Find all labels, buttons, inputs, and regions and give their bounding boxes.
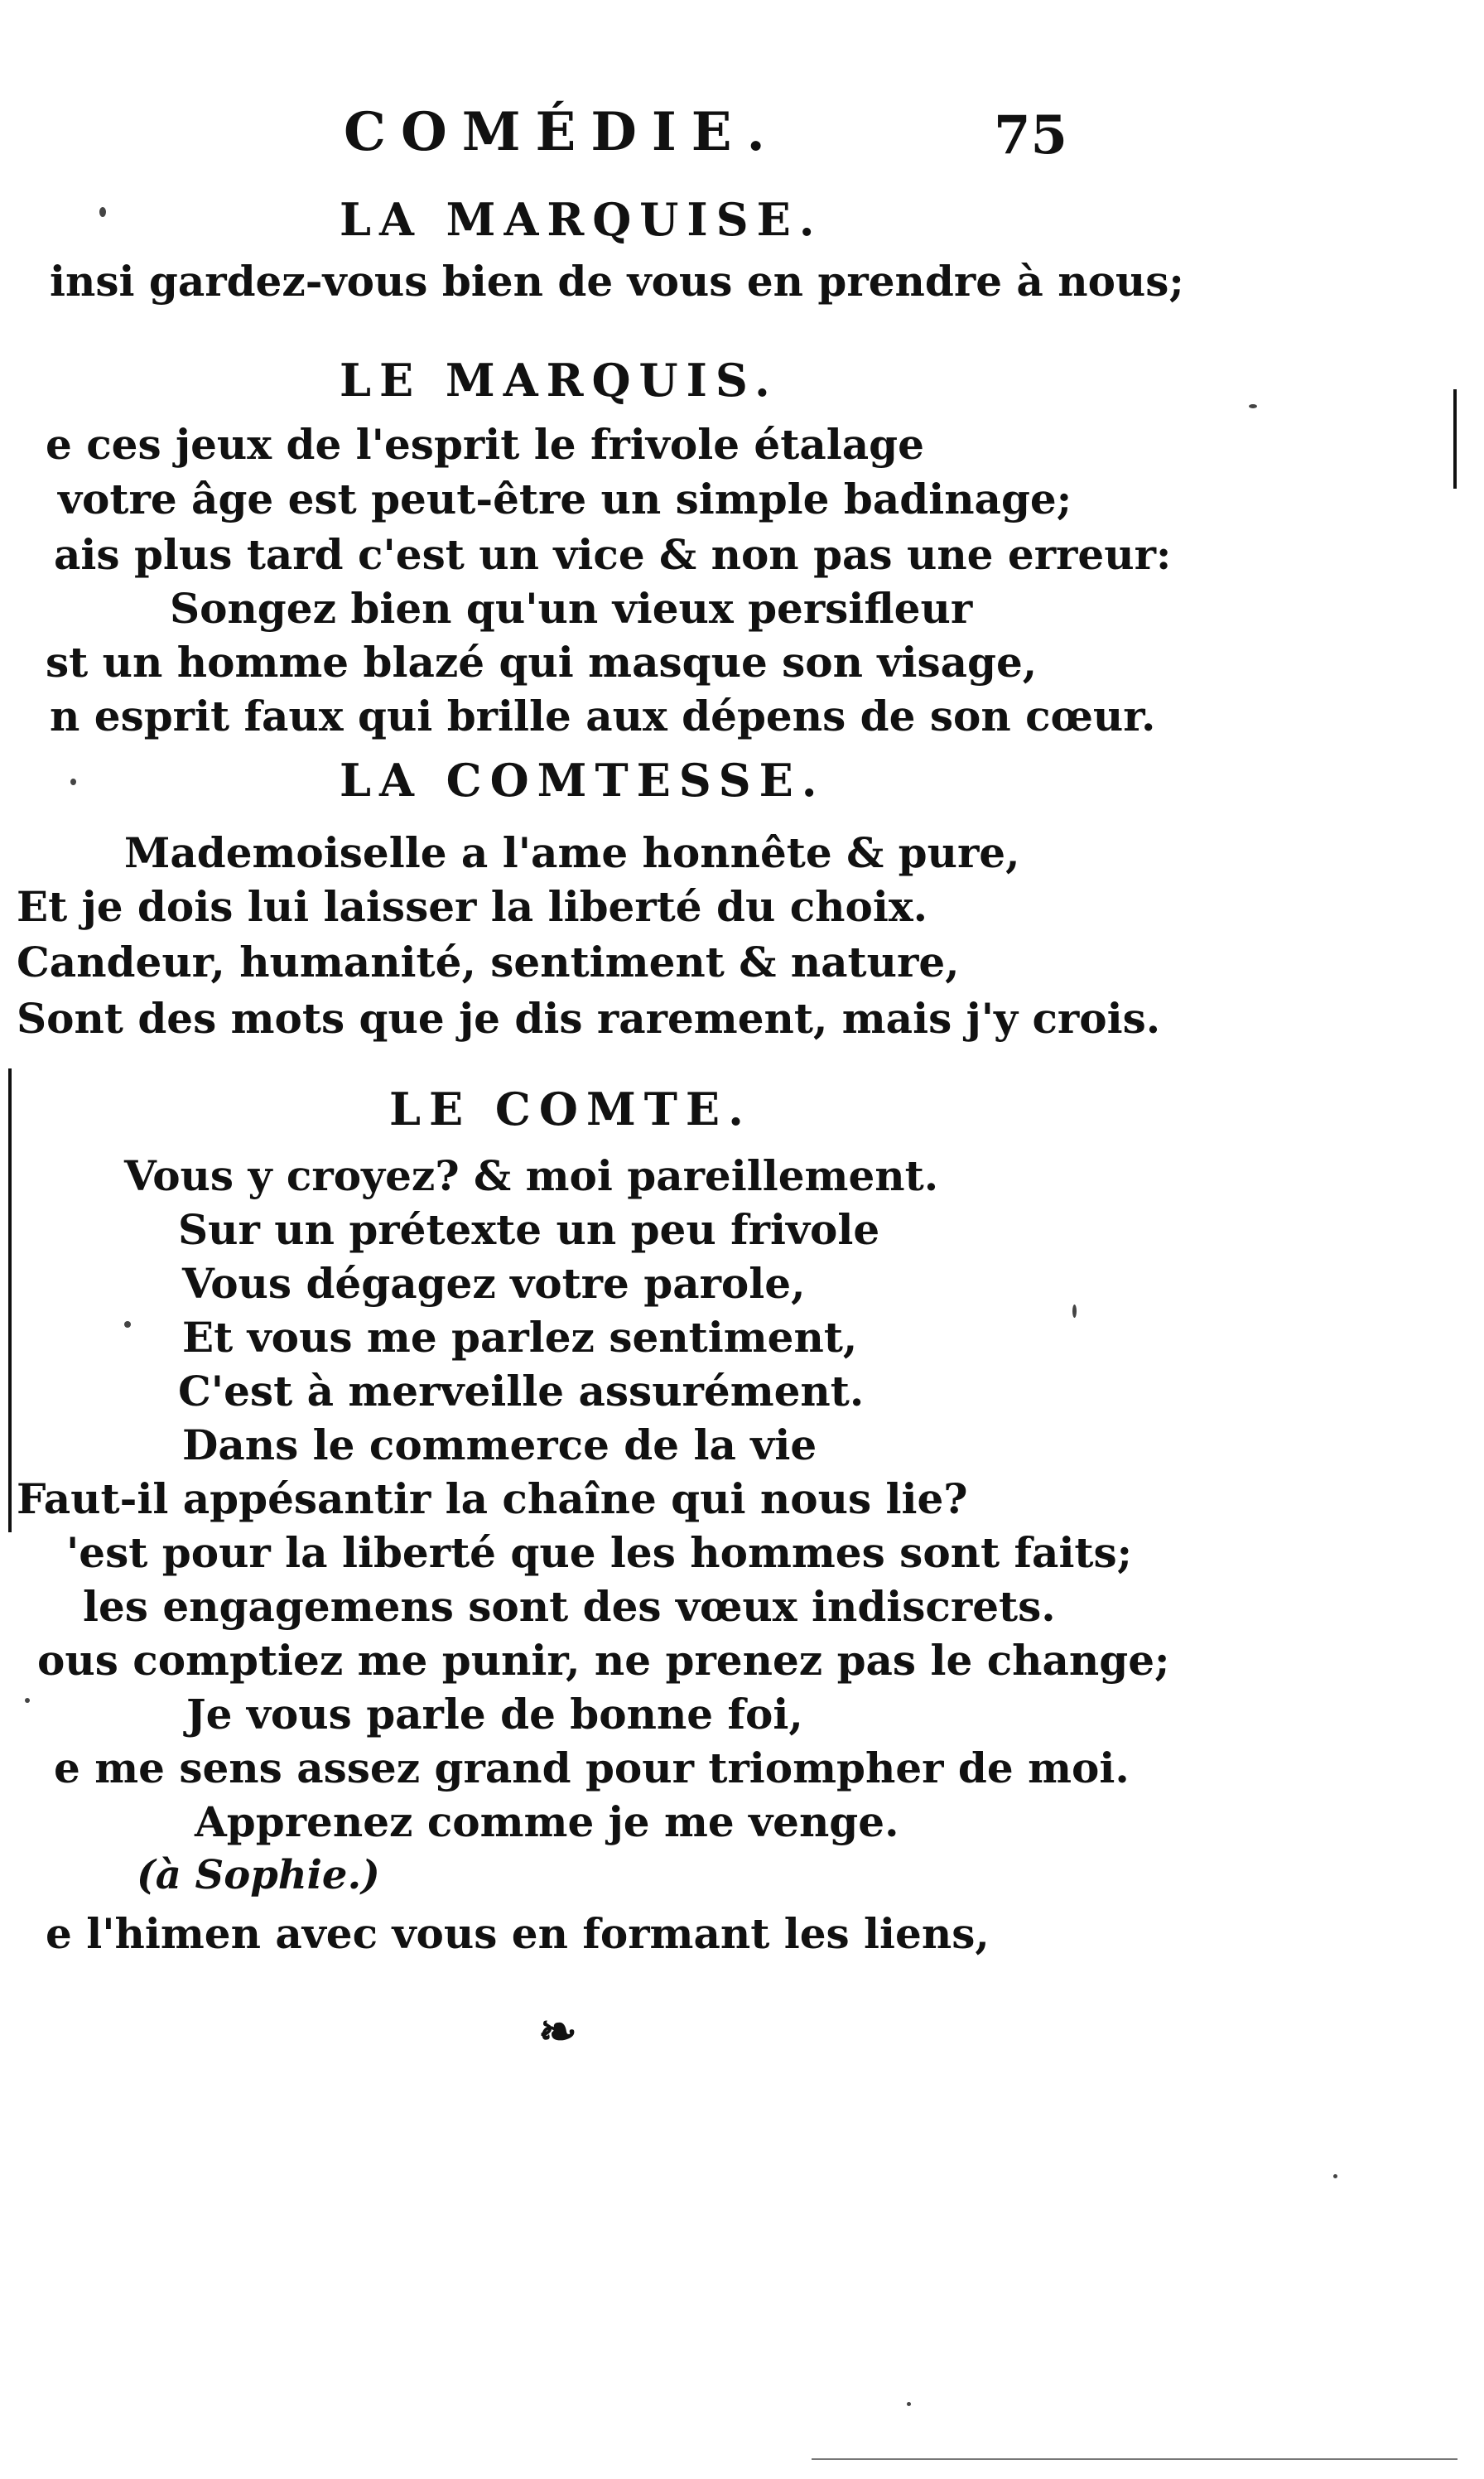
verse-line: e ces jeux de l'esprit le frivole étalage: [46, 420, 924, 469]
ink-speck: [1249, 404, 1257, 408]
verse-line: ais plus tard c'est un vice & non pas une erreur:: [54, 530, 1172, 579]
margin-rule: [8, 1068, 12, 1532]
verse-line: Et vous me parlez sentiment,: [182, 1313, 858, 1362]
ink-speck: [907, 2402, 911, 2406]
ink-speck: [1333, 2174, 1337, 2178]
verse-line: Et je dois lui laisser la liberté du choix.: [17, 882, 928, 931]
verse-line: Mademoiselle a l'ame honnête & pure,: [124, 828, 1020, 877]
speaker-la-marquise: LA MARQUISE.: [340, 193, 823, 246]
verse-line: Apprenez comme je me venge.: [195, 1797, 899, 1846]
speaker-la-comtesse: LA COMTESSE.: [340, 754, 826, 807]
footer-rule: [812, 2458, 1458, 2460]
verse-line: C'est à merveille assurément.: [178, 1367, 865, 1416]
page-number: 75: [994, 104, 1068, 166]
verse-line: ous comptiez me punir, ne prenez pas le change;: [37, 1636, 1170, 1685]
verse-line: Sont des mots que je dis rarement, mais j'y crois.: [17, 994, 1161, 1043]
verse-line: 'est pour la liberté que les hommes sont faits;: [66, 1528, 1133, 1577]
verse-line: n esprit faux qui brille aux dépens de son cœur.: [50, 692, 1156, 740]
ink-speck: [124, 1321, 131, 1328]
catchword-ornament: ❧: [538, 2004, 577, 2059]
verse-line: votre âge est peut-être un simple badinage;: [58, 475, 1072, 523]
verse-line: Vous dégagez votre parole,: [182, 1259, 806, 1308]
verse-line: e l'himen avec vous en formant les liens,: [46, 1909, 990, 1958]
ink-speck: [99, 207, 106, 217]
speaker-le-marquis: LE MARQUIS.: [340, 354, 778, 407]
verse-line: e me sens assez grand pour triompher de moi.: [54, 1743, 1130, 1792]
verse-line: Vous y croyez? & moi pareillement.: [124, 1151, 939, 1200]
verse-line: Dans le commerce de la vie: [182, 1420, 817, 1469]
verse-line: insi gardez-vous bien de vous en prendre à nous;: [50, 257, 1184, 306]
verse-line: Faut-il appésantir la chaîne qui nous lie?: [17, 1474, 968, 1523]
ink-speck: [25, 1698, 30, 1703]
verse-line: st un homme blazé qui masque son visage,: [46, 638, 1038, 687]
running-title: COMÉDIE.: [344, 101, 780, 163]
margin-rule: [1453, 389, 1457, 489]
verse-line: Candeur, humanité, sentiment & nature,: [17, 938, 960, 986]
ink-speck: [70, 779, 76, 785]
verse-line: Songez bien qu'un vieux persifleur: [170, 584, 973, 633]
verse-line: Je vous parle de bonne foi,: [186, 1690, 803, 1739]
stage-direction: (à Sophie.): [137, 1852, 380, 1898]
verse-line: les engagemens sont des vœux indiscrets.: [83, 1582, 1056, 1631]
verse-line: Sur un prétexte un peu frivole: [178, 1205, 880, 1254]
speaker-le-comte: LE COMTE.: [389, 1083, 752, 1136]
ink-speck: [1072, 1305, 1077, 1318]
